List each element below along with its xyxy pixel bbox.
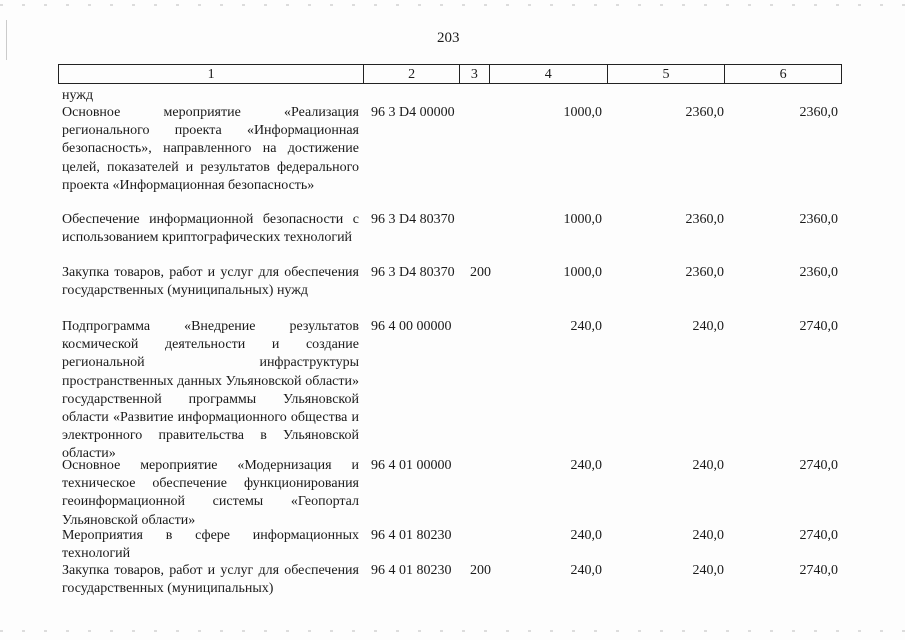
row-value-col6: 2740,0 xyxy=(799,563,838,578)
continuation-text: нужд xyxy=(62,88,94,103)
row-value-col5: 240,0 xyxy=(692,319,724,334)
row-expense-type: 200 xyxy=(470,563,491,578)
row-code: 96 4 01 80230 xyxy=(371,563,452,578)
scan-edge-left xyxy=(6,20,7,60)
header-col-5: 5 xyxy=(608,65,726,83)
row-value-col5: 240,0 xyxy=(692,528,724,543)
row-code: 96 4 01 00000 xyxy=(371,458,452,473)
header-col-2: 2 xyxy=(364,65,460,83)
row-name: Закупка товаров, работ и услуг для обеспечения государственных (муниципальных) xyxy=(62,563,359,597)
header-col-1: 1 xyxy=(59,65,364,83)
header-col-4: 4 xyxy=(490,65,608,83)
row-name: Основное мероприятие «Реализация регионального проекта «Информационная безопасность», направленного на достижение целей, показателей и результатов федерального проекта «Информационная безопасность» xyxy=(62,105,359,193)
row-code: 96 4 00 00000 xyxy=(371,319,452,334)
row-value-col5: 240,0 xyxy=(692,563,724,578)
row-value-col6: 2740,0 xyxy=(799,319,838,334)
row-name: Закупка товаров, работ и услуг для обеспечения государственных (муниципальных) нужд xyxy=(62,265,359,299)
row-value-col6: 2740,0 xyxy=(799,528,838,543)
header-col-3: 3 xyxy=(460,65,490,83)
row-value-col5: 2360,0 xyxy=(685,212,724,227)
row-value-col4: 1000,0 xyxy=(563,212,602,227)
page-number: 203 xyxy=(437,30,460,46)
row-code: 96 3 D4 00000 xyxy=(371,105,455,120)
row-value-col4: 1000,0 xyxy=(563,105,602,120)
row-code: 96 3 D4 80370 xyxy=(371,212,455,227)
row-value-col5: 240,0 xyxy=(692,458,724,473)
row-name: Основное мероприятие «Модернизация и техническое обеспечение функционирования геоинформационной системы «Геопортал Ульяновской области» xyxy=(62,458,359,528)
row-value-col6: 2740,0 xyxy=(799,458,838,473)
row-value-col5: 2360,0 xyxy=(685,105,724,120)
row-value-col4: 240,0 xyxy=(570,528,602,543)
row-name: Обеспечение информационной безопасности с использованием криптографических технологий xyxy=(62,212,359,246)
scan-edge-top xyxy=(0,4,905,6)
scan-edge-bottom xyxy=(0,630,905,632)
row-value-col5: 2360,0 xyxy=(685,265,724,280)
row-value-col6: 2360,0 xyxy=(799,105,838,120)
row-expense-type: 200 xyxy=(470,265,491,280)
row-value-col4: 240,0 xyxy=(570,563,602,578)
row-value-col4: 240,0 xyxy=(570,458,602,473)
row-value-col6: 2360,0 xyxy=(799,265,838,280)
row-code: 96 4 01 80230 xyxy=(371,528,452,543)
row-value-col4: 240,0 xyxy=(570,319,602,334)
table-header xyxy=(58,64,842,84)
row-name: Мероприятия в сфере информационных технологий xyxy=(62,528,359,562)
row-value-col6: 2360,0 xyxy=(799,212,838,227)
row-code: 96 3 D4 80370 xyxy=(371,265,455,280)
row-value-col4: 1000,0 xyxy=(563,265,602,280)
row-name: Подпрограмма «Внедрение результатов космической деятельности и создание региональной инфраструктуры пространственных данных Ульяновской области» государственной программы Ульяновской области «Развитие информационного общества и электронного правительства в Ульяновской области» xyxy=(62,319,359,462)
header-col-6: 6 xyxy=(779,67,787,82)
